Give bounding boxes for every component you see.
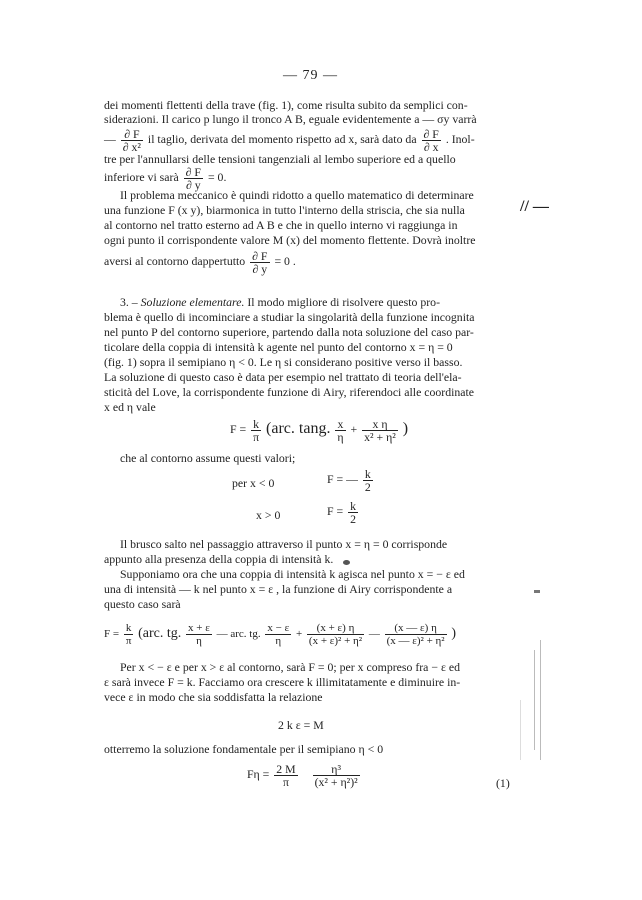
fraction <box>250 250 269 275</box>
closing-paren: ) <box>402 420 409 438</box>
text-line: Per x < − ε e per x > ε al contorno, sarà F = 0; per x compreso fra − ε ed <box>120 660 461 674</box>
section-title: Soluzione elementare. <box>140 295 245 309</box>
fraction-numerator: ∂ F <box>121 128 143 141</box>
fraction <box>385 622 447 647</box>
fraction-denominator: η <box>275 635 282 647</box>
margin-tick <box>534 590 540 593</box>
fraction <box>422 128 441 153</box>
text-span: aversi al contorno dappertutto <box>104 254 246 269</box>
fraction <box>362 418 398 443</box>
ink-spot <box>343 560 350 565</box>
fraction <box>186 622 212 647</box>
fraction-numerator: x + ε <box>188 622 210 634</box>
fraction-denominator: π <box>282 775 289 789</box>
fraction-denominator: π <box>125 635 132 647</box>
case-condition: x > 0 <box>256 508 281 522</box>
equation-relation: 2 k ε = M <box>278 718 324 732</box>
fraction-numerator: η³ <box>313 763 360 776</box>
text-line: x ed η vale <box>104 400 156 414</box>
text-line: questo caso sarà <box>104 597 181 611</box>
fraction-numerator: k <box>124 622 134 635</box>
text-line: una di intensità — k nel punto x = ε , la funzione di Airy corrispondente a <box>104 582 453 596</box>
minus-sign: — <box>368 628 380 641</box>
fraction-numerator: k <box>350 499 357 513</box>
text-line: Supponiamo ora che una coppia di intensità k agisca nel punto x = − ε ed <box>120 567 465 581</box>
fraction-denominator: ∂ x <box>423 140 439 154</box>
margin-mark: // — <box>520 198 549 215</box>
case-value <box>327 468 375 493</box>
text-line: ticolare della coppia di intensità k agente nel punto del contorno x = η = 0 <box>104 340 453 354</box>
text-span: il taglio, derivata del momento rispetto ad x, sarà dato da <box>147 132 417 147</box>
text-span: . Inol- <box>445 132 475 147</box>
scan-artifact-line <box>520 700 521 760</box>
text-span: = 0. <box>207 170 227 185</box>
text-line: una funzione F (x y), biarmonica in tutto l'interno della striscia, che sia nulla <box>104 203 465 217</box>
case-expression: F = <box>327 504 344 519</box>
text-line-with-fraction <box>104 128 475 153</box>
fraction-numerator: (x — ε) η <box>385 622 447 635</box>
plus-sign: + <box>350 422 358 437</box>
fraction-denominator: 2 <box>350 512 357 526</box>
fraction-numerator: x − ε <box>267 622 290 634</box>
equation-lhs: F = <box>104 628 120 641</box>
fraction-denominator: ∂ x² <box>122 140 141 154</box>
text-line: sticità del Love, la corrispondente funzione di Airy, riferendoci alle coordinate <box>104 385 475 399</box>
fraction <box>335 418 345 443</box>
fraction-numerator: x η <box>362 418 398 431</box>
text-line: ogni punto il corrispondente valore M (x) del momento flettente. Dovrà inoltre <box>104 233 476 247</box>
fraction <box>124 622 134 647</box>
scan-artifact-line <box>534 650 535 750</box>
closing-paren: ) <box>451 626 457 642</box>
case-expression: F = — <box>327 472 358 487</box>
fraction-denominator: ∂ y <box>185 178 201 192</box>
fraction-numerator: 2 M <box>276 762 296 776</box>
text-line: che al contorno assume questi valori; <box>120 451 296 465</box>
text-line: nel punto P del contorno superiore, partendo dalla nota soluzione del caso par- <box>104 325 474 339</box>
fraction <box>251 418 261 443</box>
fraction-denominator: 2 <box>364 480 371 494</box>
fraction <box>274 763 297 788</box>
minus-sign: — <box>104 132 116 147</box>
text-span: Il modo migliore di risolvere questo pro- <box>244 295 440 309</box>
section-heading-line <box>120 295 440 309</box>
fraction-numerator: ∂ F <box>423 127 439 141</box>
section-number: 3. – <box>120 295 141 309</box>
text-line: Il brusco salto nel passaggio attraverso il punto x = η = 0 corrisponde <box>120 537 448 551</box>
equation-lhs: Fη = <box>247 767 270 782</box>
scan-artifact-line <box>540 640 541 760</box>
text-line: Il problema meccanico è quindi ridotto a quello matematico di determinare <box>120 188 474 202</box>
text-line: vece ε in modo che sia soddisfatta la relazione <box>104 690 323 704</box>
fraction-denominator: (x + ε)² + η² <box>308 635 363 647</box>
case-value <box>327 500 360 525</box>
equation-fundamental-solution <box>247 763 362 788</box>
text-line: tre per l'annullarsi delle tensioni tangenziali al lembo superiore ed a quello <box>104 152 456 166</box>
fraction-numerator: k <box>251 418 261 431</box>
equation-airy-two-couples <box>104 622 456 647</box>
fraction-numerator: ∂ F <box>252 249 268 263</box>
equation-airy-single-couple <box>230 418 408 443</box>
fraction-denominator: η <box>196 635 202 647</box>
text-line: appunto alla presenza della coppia di intensità k. <box>104 552 334 566</box>
fraction-denominator: (x² + η²)² <box>314 775 358 789</box>
text-line: (fig. 1) sopra il semipiano η < 0. Le η si considerano positive verso il basso. <box>104 355 463 369</box>
fraction-denominator: (x — ε)² + η² <box>386 635 445 647</box>
equation-lhs: F = <box>230 422 247 437</box>
fraction-denominator: x² + η² <box>364 430 396 444</box>
text-line: otterremo la soluzione fondamentale per il semipiano η < 0 <box>104 742 384 756</box>
text-line: La soluzione di questo caso è data per esempio nel trattato di teoria dell'ela- <box>104 370 462 384</box>
text-line-with-fraction <box>104 250 296 275</box>
fraction <box>121 128 143 153</box>
fraction-denominator: ∂ y <box>252 262 268 276</box>
fraction-numerator: (x + ε) η <box>307 622 364 635</box>
fraction <box>307 622 364 647</box>
text-line: siderazioni. Il carico p lungo il tronco A B, eguale evidentemente a — σy varrà <box>104 112 477 126</box>
fraction-numerator: k <box>364 467 371 481</box>
text-line: dei momenti flettenti della trave (fig. 1), come risulta subito da semplici con- <box>104 98 468 112</box>
plus-sign: + <box>295 628 303 641</box>
fraction <box>313 763 360 788</box>
case-condition: per x < 0 <box>232 476 275 490</box>
text-line: blema è quello di incominciare a studiar la singolarità della funzione incognita <box>104 310 475 324</box>
fraction <box>363 468 373 493</box>
text-span: = 0 . <box>274 254 296 269</box>
fraction-numerator: ∂ F <box>185 165 201 179</box>
page-number: — 79 — <box>283 68 338 83</box>
fraction <box>265 622 291 647</box>
equation-term: — arc. tg. <box>216 628 261 641</box>
fraction-numerator: x <box>335 418 345 431</box>
text-line: ε sarà invece F = k. Facciamo ora crescere k illimitatamente e diminuire in- <box>104 675 461 689</box>
text-span: inferiore vi sarà <box>104 170 179 185</box>
fraction-denominator: η <box>337 430 344 444</box>
equation-term: (arc. tang. <box>266 420 331 438</box>
equation-term: (arc. tg. <box>138 626 182 642</box>
fraction <box>348 500 358 525</box>
fraction-denominator: π <box>253 430 260 444</box>
equation-label: (1) <box>496 776 510 790</box>
text-line: al contorno nel tratto esterno ad A B e che in quello interno vi raggiunga in <box>104 218 458 232</box>
